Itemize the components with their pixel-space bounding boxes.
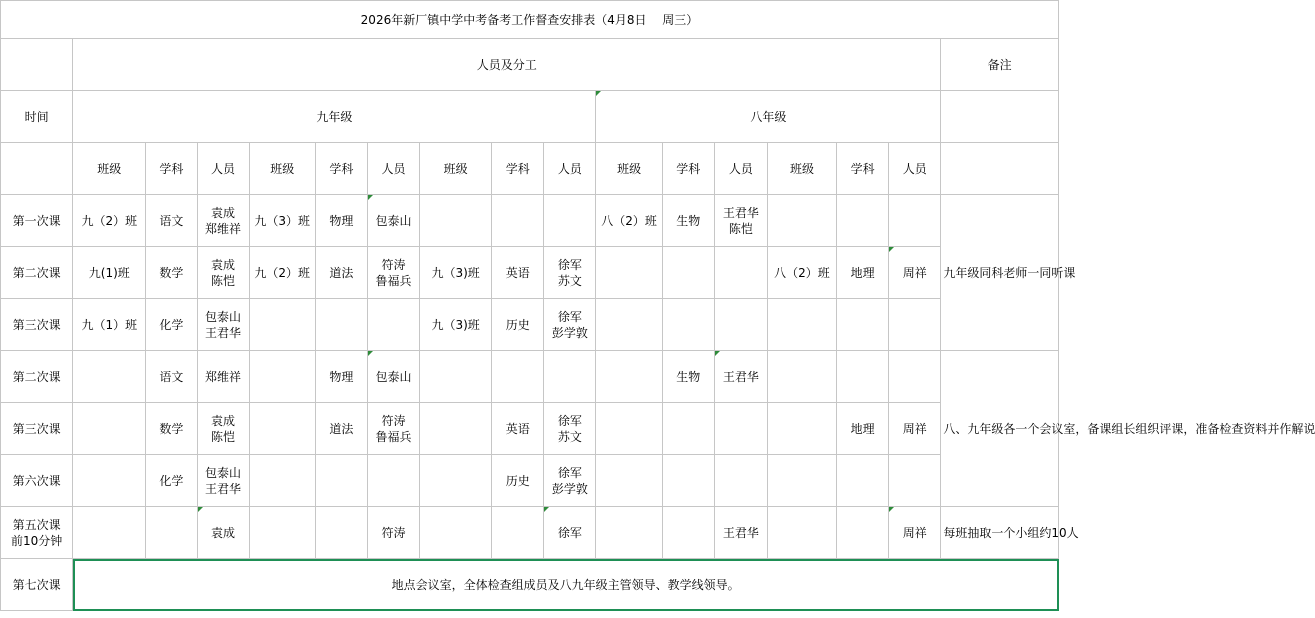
table-cell[interactable]: 王君华	[714, 351, 767, 403]
table-cell[interactable]	[714, 247, 767, 299]
table-cell[interactable]: 王君华 陈恺	[714, 195, 767, 247]
table-cell[interactable]	[889, 351, 941, 403]
row-label[interactable]: 第二次课	[1, 351, 73, 403]
table-cell[interactable]: 九（2）班	[73, 195, 146, 247]
table-cell[interactable]: 袁成 陈恺	[197, 247, 249, 299]
comment-marker-icon	[715, 351, 720, 356]
table-cell[interactable]	[837, 455, 889, 507]
remarks-blank[interactable]	[941, 143, 1059, 195]
table-cell[interactable]: 周祥	[889, 247, 941, 299]
table-cell[interactable]	[596, 351, 662, 403]
row-label[interactable]: 第七次课	[1, 559, 73, 611]
table-cell[interactable]	[315, 507, 367, 559]
table-cell[interactable]: 袁成	[197, 507, 249, 559]
table-cell[interactable]: 符涛	[367, 507, 419, 559]
remarks-blank[interactable]	[941, 91, 1059, 143]
table-cell[interactable]	[249, 507, 315, 559]
table-cell[interactable]	[596, 455, 662, 507]
table-cell[interactable]: 九（2）班	[249, 247, 315, 299]
table-cell[interactable]: 袁成 陈恺	[197, 403, 249, 455]
table-cell[interactable]	[367, 455, 419, 507]
row-label[interactable]: 第六次课	[1, 455, 73, 507]
table-cell[interactable]	[73, 403, 146, 455]
table-cell[interactable]: 包泰山	[367, 351, 419, 403]
table-cell[interactable]: 八（2）班	[767, 247, 836, 299]
table-row	[1, 455, 1059, 507]
table-cell[interactable]: 八（2）班	[596, 195, 662, 247]
corner-cell[interactable]	[1, 39, 73, 91]
table-cell[interactable]: 生物	[662, 195, 714, 247]
table-cell[interactable]: 物理	[315, 195, 367, 247]
table-row	[1, 559, 1059, 611]
subheader-row	[1, 143, 1059, 195]
table-cell[interactable]: 徐军	[544, 507, 596, 559]
table-cell[interactable]: 王君华	[714, 507, 767, 559]
table-cell[interactable]: 郑维祥	[197, 351, 249, 403]
table-cell[interactable]	[767, 455, 836, 507]
table-cell[interactable]	[492, 507, 544, 559]
remark-meeting-room[interactable]: 八、九年级各一个会议室，备课组长组织评课，准备检查资料并作解说	[941, 351, 1059, 507]
table-cell[interactable]: 历史	[492, 299, 544, 351]
table-cell[interactable]: 符涛 鲁福兵	[367, 403, 419, 455]
comment-marker-icon	[889, 247, 894, 252]
table-cell[interactable]	[73, 455, 146, 507]
column-header[interactable]: 学科	[837, 143, 889, 195]
table-cell[interactable]: 九（1）班	[73, 299, 146, 351]
table-cell[interactable]	[596, 247, 662, 299]
table-cell[interactable]: 化学	[146, 299, 197, 351]
table-cell[interactable]	[889, 455, 941, 507]
column-header[interactable]: 人员	[544, 143, 596, 195]
header-grade8[interactable]	[596, 91, 941, 143]
table-cell[interactable]: 徐军 彭学敦	[544, 299, 596, 351]
table-cell[interactable]	[315, 455, 367, 507]
comment-marker-icon	[198, 507, 203, 512]
header-time[interactable]: 时间	[1, 91, 73, 143]
table-cell[interactable]: 道法	[315, 403, 367, 455]
table-cell[interactable]	[492, 195, 544, 247]
column-header[interactable]: 班级	[73, 143, 146, 195]
column-header[interactable]: 人员	[889, 143, 941, 195]
column-header[interactable]: 人员	[367, 143, 419, 195]
table-cell[interactable]: 历史	[492, 455, 544, 507]
table-row	[1, 507, 1059, 559]
table-cell[interactable]	[837, 507, 889, 559]
table-cell[interactable]: 九（3)班	[420, 299, 492, 351]
table-row	[1, 403, 1059, 455]
table-row	[1, 195, 1059, 247]
table-cell[interactable]	[767, 403, 836, 455]
comment-marker-icon	[368, 351, 373, 356]
header-grade9[interactable]: 九年级	[73, 91, 596, 143]
table-cell[interactable]	[249, 351, 315, 403]
comment-marker-icon	[889, 507, 894, 512]
table-cell[interactable]	[420, 507, 492, 559]
table-cell[interactable]: 英语	[492, 403, 544, 455]
remark-grade9-listen[interactable]: 九年级同科老师一同听课	[941, 195, 1059, 351]
table-cell[interactable]	[662, 507, 714, 559]
table-row	[1, 247, 1059, 299]
table-cell[interactable]: 地理	[837, 247, 889, 299]
column-header[interactable]: 人员	[714, 143, 767, 195]
table-cell[interactable]	[249, 455, 315, 507]
subheader-blank[interactable]	[1, 143, 73, 195]
table-cell[interactable]: 生物	[662, 351, 714, 403]
table-cell[interactable]: 化学	[146, 455, 197, 507]
table-cell[interactable]	[837, 195, 889, 247]
table-cell[interactable]: 地理	[837, 403, 889, 455]
table-cell[interactable]: 数学	[146, 247, 197, 299]
table-cell[interactable]	[73, 507, 146, 559]
table-cell[interactable]: 周祥	[889, 507, 941, 559]
table-cell[interactable]	[714, 455, 767, 507]
table-cell[interactable]	[315, 299, 367, 351]
row-label[interactable]: 第二次课	[1, 247, 73, 299]
table-cell[interactable]	[767, 195, 836, 247]
table-cell[interactable]: 九（3)班	[420, 247, 492, 299]
table-cell[interactable]	[544, 195, 596, 247]
table-cell[interactable]: 符涛 鲁福兵	[367, 247, 419, 299]
table-cell[interactable]	[420, 455, 492, 507]
table-row	[1, 299, 1059, 351]
table-cell[interactable]	[420, 403, 492, 455]
table-cell[interactable]: 英语	[492, 247, 544, 299]
table-cell[interactable]	[596, 299, 662, 351]
table-cell[interactable]: 徐军 苏文	[544, 247, 596, 299]
table-cell[interactable]	[662, 403, 714, 455]
table-cell[interactable]: 数学	[146, 403, 197, 455]
row-label[interactable]: 第一次课	[1, 195, 73, 247]
table-cell[interactable]	[420, 351, 492, 403]
comment-marker-icon	[596, 91, 601, 96]
column-header[interactable]: 学科	[146, 143, 197, 195]
header-remarks[interactable]: 备注	[941, 39, 1059, 91]
table-cell[interactable]: 包泰山 王君华	[197, 299, 249, 351]
table-cell[interactable]: 九（3）班	[249, 195, 315, 247]
table-cell[interactable]: 周祥	[889, 403, 941, 455]
table-cell[interactable]: 包泰山	[367, 195, 419, 247]
table-cell[interactable]	[889, 195, 941, 247]
column-header[interactable]: 学科	[315, 143, 367, 195]
remark-sample-group[interactable]: 每班抽取一个小组约10人	[941, 507, 1059, 559]
table-cell[interactable]	[662, 299, 714, 351]
table-cell[interactable]: 包泰山 王君华	[197, 455, 249, 507]
column-header[interactable]: 班级	[420, 143, 492, 195]
selected-merged-cell[interactable]: 地点会议室，全体检查组成员及八九年级主管领导、教学线领导。	[73, 559, 1059, 611]
table-cell[interactable]: 九(1)班	[73, 247, 146, 299]
table-cell[interactable]	[596, 507, 662, 559]
column-header[interactable]: 班级	[596, 143, 662, 195]
table-cell[interactable]	[249, 299, 315, 351]
row-label[interactable]: 第三次课	[1, 403, 73, 455]
table-cell[interactable]	[767, 507, 836, 559]
comment-marker-icon	[544, 507, 549, 512]
table-cell[interactable]	[714, 299, 767, 351]
table-row	[1, 351, 1059, 403]
table-cell[interactable]: 袁成 郑维祥	[197, 195, 249, 247]
table-cell[interactable]	[249, 403, 315, 455]
column-header[interactable]: 班级	[249, 143, 315, 195]
comment-marker-icon	[368, 195, 373, 200]
table-cell[interactable]	[837, 299, 889, 351]
table-cell[interactable]: 徐军 苏文	[544, 403, 596, 455]
table-cell[interactable]	[767, 299, 836, 351]
page-title: 2026年新厂镇中学中考备考工作督查安排表（4月8日 周三）	[1, 1, 1059, 39]
table-cell[interactable]: 语文	[146, 351, 197, 403]
column-header[interactable]: 学科	[662, 143, 714, 195]
header-grade8-label: 八年级	[750, 109, 787, 124]
table-cell[interactable]: 徐军 彭学敦	[544, 455, 596, 507]
row-label[interactable]: 第三次课	[1, 299, 73, 351]
table-cell[interactable]	[889, 299, 941, 351]
column-header[interactable]: 人员	[197, 143, 249, 195]
header-staff[interactable]: 人员及分工	[73, 39, 941, 91]
table-cell[interactable]	[73, 351, 146, 403]
column-header[interactable]: 班级	[767, 143, 836, 195]
column-header[interactable]: 学科	[492, 143, 544, 195]
table-cell[interactable]	[420, 195, 492, 247]
table-cell[interactable]	[837, 351, 889, 403]
row-label[interactable]: 第五次课 前10分钟	[1, 507, 73, 559]
table-cell[interactable]	[596, 403, 662, 455]
table-cell[interactable]	[367, 299, 419, 351]
table-cell[interactable]	[492, 351, 544, 403]
table-cell[interactable]: 语文	[146, 195, 197, 247]
table-cell[interactable]	[767, 351, 836, 403]
table-cell[interactable]	[662, 455, 714, 507]
table-cell[interactable]	[146, 507, 197, 559]
table-cell[interactable]: 道法	[315, 247, 367, 299]
table-cell[interactable]	[714, 403, 767, 455]
table-cell[interactable]	[544, 351, 596, 403]
table-cell[interactable]: 物理	[315, 351, 367, 403]
table-cell[interactable]	[662, 247, 714, 299]
